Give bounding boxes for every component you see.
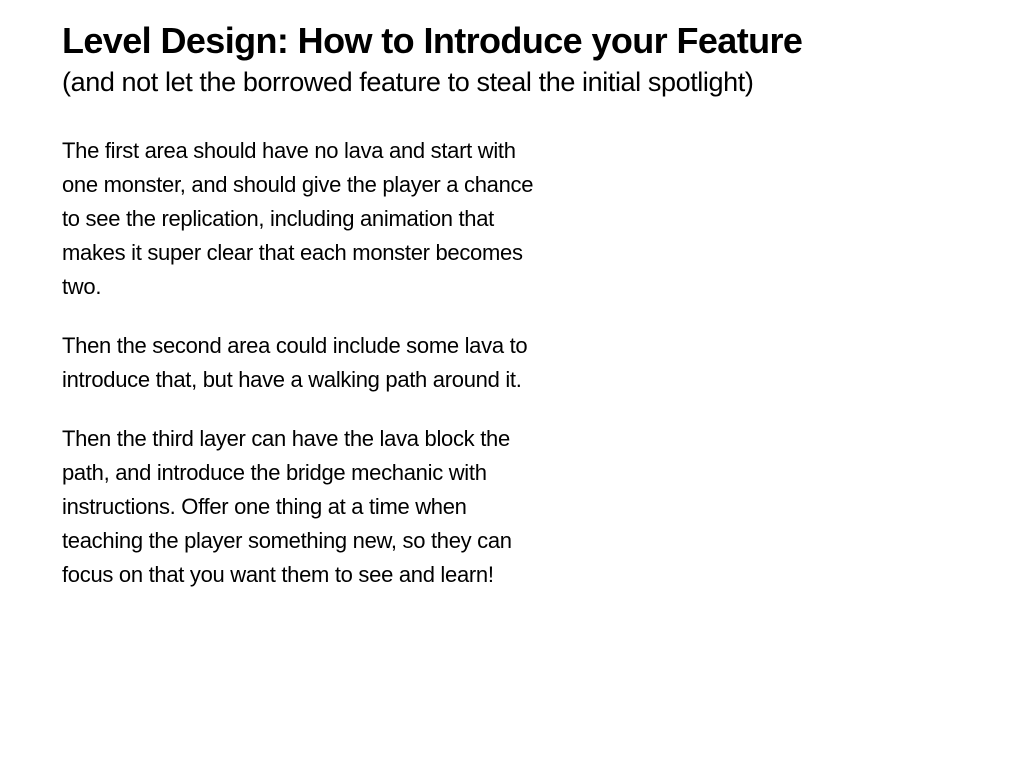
slide-body [62,134,552,617]
paragraph-third-layer: Then the third layer can have the lava block the path, and introduce the bridge mechanic with instructions. Offer one thing at a time when teaching the player something new, so they can focus on that you want them to see and learn! [62,426,512,587]
slide-subtitle: (and not let the borrowed feature to steal the initial spotlight) [62,67,754,97]
paragraph-first-area: The first area should have no lava and start with one monster, and should give the player a chance to see the replication, including animation that makes it super clear that each monster becomes two. [62,138,534,299]
paragraph-second-area: Then the second area could include some lava to introduce that, but have a walking path around it. [62,333,528,392]
slide-title: Level Design: How to Introduce your Feature [62,20,803,61]
title-block [62,18,1002,100]
